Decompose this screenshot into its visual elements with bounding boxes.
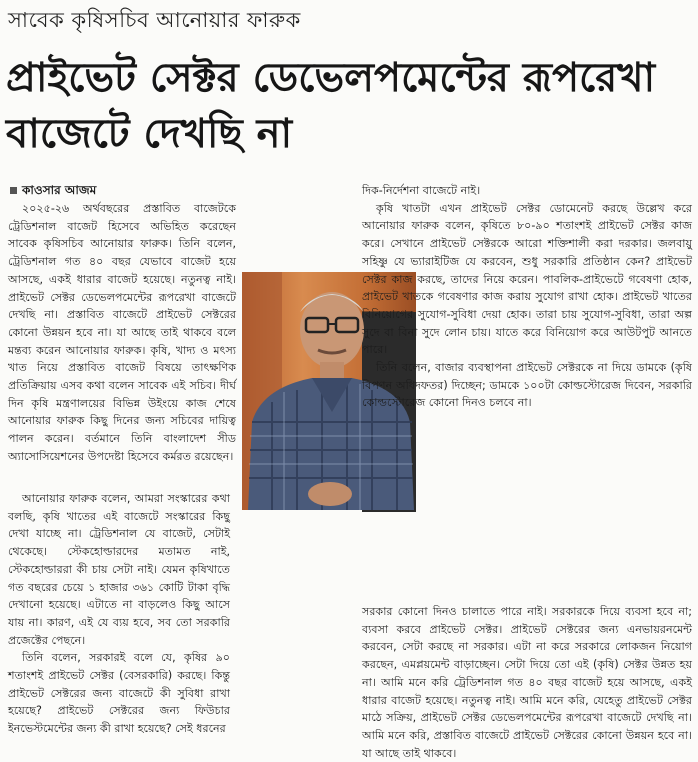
- paragraph: তিনি বলেন, বাজার ব্যবস্থাপনা প্রাইভেট সেক্টরকে না দিয়ে ডামকে (কৃষি বিপণন অধিদফতর) দিচ্ছেন; ডামকে ১০০টা কোল্ডস্টোরেজ দিবেন, সরকারি কোল্ডস্টোরেজ কোনো দিনও চলবে না।: [362, 361, 692, 410]
- article-headline: প্রাইভেট সেক্টর ডেভেলপমেন্টের রূপরেখা বাজেটে দেখছি না: [6, 55, 656, 157]
- paragraph: তিনি বলেন, সরকারই বলে যে, কৃষির ৯০ শতাংশই প্রাইভেট সেক্টর (বেসরকারি) করছে। কিন্তু প্রাইভেট সেক্টরের জন্য বাজেটে কী সুবিধা রাখা হয়েছে? প্রাইভেট সেক্টরের জন্য ফিউচার ইনভেস্টমেন্টের জন্য কী রাখা হয়েছে? সেই ধরনের: [8, 651, 230, 736]
- paragraph: সরকার কোনো দিনও চালাতে পারে নাই। সরকারকে দিয়ে ব্যবসা হবে না; ব্যবসা করবে প্রাইভেট সেক্টর। প্রাইভেট সেক্টরের জন্য এনভায়রনমেন্ট করবেন, সেটা করছে না সরকার। এটা না করে সরকারে লোকজন নিয়োগ করছেন, এমপ্লয়মেন্ট বাড়াচ্ছেন। সেটা দিয়ে তো এই (কৃষি) সেক্টর উন্নত হয় না। আমি মনে করি ট্রেডিশনাল গত ৪০ বছর বাজেট হয়ে আসছে, একই ধারার বাজেট হয়েছে। নতুনত্ব নাই। আমি মনে করি, যেহেতু প্রাইভেট সেক্টর মাঠে সক্রিয়, প্রাইভেট সেক্টর ডেভেলপমেন্টের রূপরেখা বাজেটে দেখছি না। আমি মনে করি, প্রস্তাবিত বাজেটে প্রাইভেট সেক্টরের কোনো উন্নয়ন হবে না। যা আছে তাই থাকবে।: [362, 605, 692, 760]
- paragraph: দিক-নির্দেশনা বাজেটে নাই।: [362, 184, 481, 197]
- bullet-icon: [10, 187, 17, 194]
- column-left-bottom: [8, 490, 230, 740]
- article-kicker: সাবেক কৃষিসচিব আনোয়ার ফারুক: [8, 8, 301, 32]
- paragraph: ২০২৫-২৬ অর্থবছরের প্রস্তাবিত বাজেটকে ট্রেডিশনাল বাজেট হিসেবে অভিহিত করেছেন সাবেক কৃষিসচিব আনোয়ার ফারুক। তিনি বলেন, ট্রেডিশনাল গত ৪০ বছর যেভাবে বাজেট হয়ে আসছে, একই ধারার বাজেট হয়েছে। নতুনত্ব নাই। প্রাইভেট সেক্টর ডেভেলপমেন্টের রূপরেখা বাজেটে দেখছি না। প্রস্তাবিত বাজেটে প্রাইভেট সেক্টরের কোনো উন্নয়ন হবে না। যা আছে তাই থাকবে বলে মন্তব্য করেন আনোয়ার ফারুক। কৃষি, খাদ্য ও মৎস্য খাত নিয়ে প্রস্তাবিত বাজেট বিষয়ে তাৎক্ষণিক প্রতিক্রিয়ায় এসব কথা বলেন সাবেক এই সচিব। দীর্ঘ দিন কৃষি মন্ত্রণালয়ের বিভিন্ন উইংয়ে কাজ শেষে আনোয়ার ফারুক কিছু দিনের জন্য সচিবের দায়িত্ব পালন করেন। বর্তমানে তিনি বাংলাদেশ সীড অ্যাসোসিয়েশনের উপদেষ্টা হিসেবে কর্মরত রয়েছেন।: [8, 202, 236, 463]
- column-left-top: [8, 200, 236, 490]
- paragraph: কৃষি খাতটা এখন প্রাইভেট সেক্টর ডোমেনেট করছে উল্লেখ করে আনোয়ার ফারুক বলেন, কৃষিতে ৮০-৯০ শতাংশই প্রাইভেট সেক্টর কাজ করে। সেখানে প্রাইভেট সেক্টরকে আরো শক্তিশালী করা দরকার। জলবায়ু সহিষ্ণু যে ভ্যারাইটিজ যে করবেন, শুধু সরকারি প্রতিষ্ঠান কেন? প্রাইভেট সেক্টর কাজ করছে, তাদের নিয়ে করেন। পাবলিক-প্রাইভেটে গবেষণা হোক, প্রাইভেট খাতকে গবেষণার কাজ করায় সুযোগ রাখা হোক। প্রাইভেট খাতের বিনিয়োগের সুযোগ-সুবিধা দেয়া হোক। তারা চায় সুযোগ-সুবিধা, তারা অল্প সুদে বা বিনা সুদে লোন চায়। যাতে করে বিনিয়োগ করে আউটপুট আনতে পারে।: [362, 201, 692, 357]
- byline-author: কাওসার আজম: [22, 183, 97, 197]
- paragraph: আনোয়ার ফারুক বলেন, আমরা সংস্কারের কথা বলছি, কৃষি খাতের এই বাজেটে সংস্কারের কিছু দেখা যাচ্ছে না। ট্রেডিশনাল যে বাজেট, সেটাই থেকেছে। স্টেকহোল্ডারদের মতামত নাই, স্টেকহোল্ডাররা কী চায় সেটা নাই। যেমন কৃষিখাতে গত বছরের চেয়ে ১ হাজার ৩৬১ কোটি টাকা বৃদ্ধি দেখানো হয়েছে। এটাতে না বাড়লেও কিছু আসে যায় না। কারণ, এই যে ব্যয় হবে, সব তো সরকারি প্রজেক্টের পেছনে।: [8, 492, 230, 647]
- column-right-bottom: [362, 603, 692, 760]
- article-byline: [10, 182, 96, 202]
- column-right-top: [362, 182, 692, 602]
